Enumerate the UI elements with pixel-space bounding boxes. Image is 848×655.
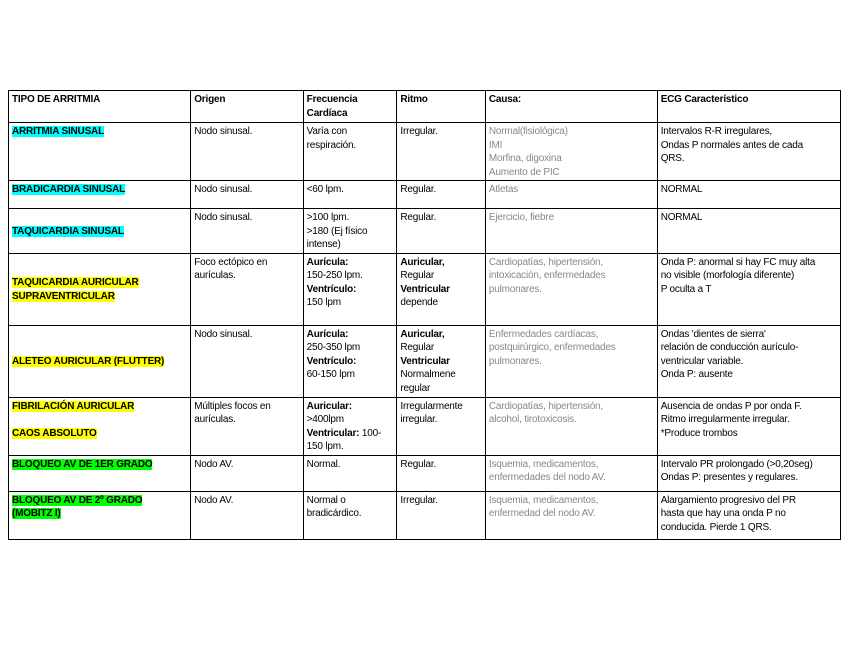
- table-row: [9, 253, 841, 325]
- cell-frecuencia: [303, 325, 397, 397]
- cell-text: Regular.: [400, 212, 437, 223]
- cell-text: ventricular variable.: [660, 355, 744, 367]
- cell-text: Isquemia, medicamentos,: [488, 458, 599, 470]
- header-origen: Origen: [191, 91, 303, 123]
- cell-text: enfermedades del nodo AV.: [488, 472, 606, 483]
- cell-text: Ejercicio, fiebre: [488, 212, 554, 223]
- cell-text: Foco ectópico en: [194, 256, 268, 268]
- cell-label: Aurícula:: [306, 256, 349, 268]
- cell-text: Regular: [400, 342, 434, 353]
- cell-text: Intervalo PR prolongado (>0,20seg): [660, 458, 813, 470]
- cell-tipo: [9, 209, 191, 254]
- arrhythmia-name: BLOQUEO AV DE 2º GRADO: [12, 494, 143, 506]
- cell-text: Nodo AV.: [194, 494, 234, 506]
- cell-ritmo: [397, 181, 486, 209]
- cell-ecg: [657, 181, 840, 209]
- cell-frecuencia: [303, 123, 397, 181]
- cell-text: Onda P: anormal si hay FC muy alta: [660, 256, 816, 268]
- cell-text: regular: [400, 382, 431, 394]
- arrhythmia-name: (MOBITZ I): [12, 508, 61, 519]
- cell-causa: [485, 181, 657, 209]
- cell-label: Ventrículo:: [306, 355, 357, 367]
- cell-ritmo: [397, 491, 486, 539]
- arrhythmia-table: [8, 90, 841, 540]
- cell-ecg: [657, 253, 840, 325]
- cell-text: intense): [306, 239, 341, 250]
- cell-text: aurículas.: [194, 270, 236, 281]
- cell-text: Ondas P normales antes de cada: [660, 139, 803, 151]
- cell-origen: [191, 253, 303, 325]
- cell-origen: [191, 491, 303, 539]
- cell-text: Normal.: [306, 458, 341, 470]
- cell-causa: [485, 325, 657, 397]
- cell-ritmo: [397, 253, 486, 325]
- cell-text: *Produce trombos: [660, 427, 738, 439]
- cell-text: Ondas P: presentes y regulares.: [660, 472, 798, 483]
- cell-text: Múltiples focos en: [194, 400, 271, 412]
- cell-frecuencia: [303, 455, 397, 491]
- cell-text: >400lpm: [306, 414, 344, 425]
- cell-text: conducida. Pierde 1 QRS.: [660, 521, 772, 533]
- cell-text: Irregular.: [400, 494, 438, 506]
- cell-ecg: [657, 397, 840, 455]
- cell-tipo: [9, 123, 191, 181]
- cell-text: >180 (Ej físico: [306, 225, 368, 237]
- cell-label: Ventricular: [400, 283, 450, 295]
- cell-label: Ventricular: [400, 355, 450, 367]
- cell-text: depende: [400, 297, 438, 308]
- cell-text: Ondas 'dientes de sierra': [660, 328, 766, 340]
- cell-text: Nodo sinusal.: [194, 126, 253, 137]
- cell-ecg: [657, 123, 840, 181]
- cell-tipo: [9, 455, 191, 491]
- cell-label: Auricular:: [306, 400, 352, 412]
- cell-text: Aumento de PIC: [488, 166, 560, 178]
- cell-text: >100 lpm.: [306, 212, 350, 223]
- cell-tipo: [9, 181, 191, 209]
- cell-origen: [191, 209, 303, 254]
- cell-text: 100-: [359, 427, 382, 439]
- cell-tipo: [9, 491, 191, 539]
- cell-text: irregular.: [400, 414, 438, 425]
- table-row: [9, 123, 841, 181]
- cell-spacer: [12, 413, 187, 427]
- cell-label: Auricular,: [400, 256, 445, 268]
- cell-text: P oculta a T: [660, 283, 712, 295]
- cell-frecuencia: [303, 491, 397, 539]
- arrhythmia-name: TAQUICARDIA AURICULAR: [12, 277, 139, 288]
- cell-label: Auricular,: [400, 328, 445, 340]
- cell-text: intoxicación, enfermedades: [488, 270, 606, 281]
- cell-text: Cardiopatías, hipertensión,: [488, 400, 603, 412]
- cell-causa: [485, 123, 657, 181]
- table-row: [9, 325, 841, 397]
- arrhythmia-name: BLOQUEO AV DE 1ER GRADO: [12, 458, 153, 470]
- cell-text: Intervalos R-R irregulares,: [660, 126, 772, 137]
- cell-text: enfermedad del nodo AV.: [488, 508, 596, 519]
- arrhythmia-name: ALETEO AURICULAR (FLUTTER): [12, 355, 165, 367]
- cell-label: Aurícula:: [306, 328, 349, 340]
- cell-tipo: [9, 325, 191, 397]
- cell-label: Ventricular:: [306, 427, 360, 439]
- arrhythmia-name: ARRITMIA SINUSAL: [12, 126, 104, 137]
- cell-text: Ritmo irregularmente irregular.: [660, 414, 790, 425]
- cell-text: pulmonares.: [488, 355, 542, 367]
- cell-text: hasta que hay una onda P no: [660, 508, 786, 519]
- cell-text: no visible (morfología diferente): [660, 270, 795, 281]
- cell-tipo: [9, 397, 191, 455]
- cell-ritmo: [397, 209, 486, 254]
- table-row: [9, 397, 841, 455]
- cell-ecg: [657, 209, 840, 254]
- cell-text: Normal o: [306, 494, 346, 506]
- header-frecuencia: [303, 91, 397, 123]
- cell-text: 150-250 lpm.: [306, 270, 363, 281]
- cell-text: QRS.: [660, 153, 685, 164]
- table-row: [9, 181, 841, 209]
- cell-text: Onda P: ausente: [660, 369, 733, 380]
- header-ecg: ECG Característico: [657, 91, 840, 123]
- arrhythmia-name: TAQUICARDIA SINUSAL: [12, 225, 124, 237]
- header-ritmo: Ritmo: [397, 91, 486, 123]
- cell-origen: [191, 181, 303, 209]
- cell-frecuencia: [303, 397, 397, 455]
- cell-frecuencia: [303, 209, 397, 254]
- arrhythmia-name: BRADICARDIA SINUSAL: [12, 184, 126, 195]
- cell-ritmo: [397, 325, 486, 397]
- cell-causa: [485, 253, 657, 325]
- cell-text: Normal(fisiológica): [488, 126, 568, 137]
- arrhythmia-name: FIBRILACIÓN AURICULAR: [12, 400, 135, 412]
- cell-text: Nodo sinusal.: [194, 328, 253, 340]
- cell-text: postquirúrgico, enfermedades: [488, 342, 616, 353]
- cell-text: 250-350 lpm: [306, 342, 361, 353]
- cell-causa: [485, 397, 657, 455]
- cell-text: Alargamiento progresivo del PR: [660, 494, 796, 506]
- cell-text: Ausencia de ondas P por onda F.: [660, 400, 802, 412]
- cell-causa: [485, 209, 657, 254]
- table-row: [9, 455, 841, 491]
- cell-text: Atletas: [488, 184, 519, 195]
- cell-causa: [485, 491, 657, 539]
- cell-origen: [191, 455, 303, 491]
- cell-frecuencia: [303, 253, 397, 325]
- header-causa: Causa:: [485, 91, 657, 123]
- cell-text: Irregular.: [400, 126, 438, 137]
- cell-ritmo: [397, 123, 486, 181]
- cell-text: Enfermedades cardíacas,: [488, 328, 599, 340]
- cell-text: Isquemia, medicamentos,: [488, 494, 599, 506]
- cell-text: Nodo sinusal.: [194, 184, 253, 195]
- cell-text: Morfina, digoxina: [488, 153, 562, 164]
- cell-text: aurículas.: [194, 414, 236, 425]
- cell-text: Regular: [400, 270, 434, 281]
- cell-text: Regular.: [400, 184, 437, 195]
- cell-origen: [191, 397, 303, 455]
- cell-text: 60-150 lpm: [306, 369, 355, 380]
- arrhythmia-name: CAOS ABSOLUTO: [12, 427, 97, 439]
- header-frecuencia-line-2: Cardíaca: [306, 107, 348, 119]
- header-frecuencia-line-1: Frecuencia: [306, 94, 358, 105]
- cell-text: alcohol, tirotoxicosis.: [488, 414, 577, 425]
- cell-text: 150 lpm: [306, 297, 341, 308]
- arrhythmia-name: SUPRAVENTRICULAR: [12, 290, 115, 302]
- cell-text: pulmonares.: [488, 283, 542, 295]
- cell-tipo: [9, 253, 191, 325]
- header-tipo: TIPO DE ARRITMIA: [9, 91, 191, 123]
- cell-text: Cardiopatías, hipertensión,: [488, 256, 603, 268]
- cell-origen: [191, 123, 303, 181]
- cell-text: Varía con: [306, 126, 347, 137]
- cell-ritmo: [397, 397, 486, 455]
- cell-text: Irregularmente: [400, 400, 463, 412]
- cell-causa: [485, 455, 657, 491]
- cell-text: relación de conducción aurículo-: [660, 342, 799, 353]
- cell-frecuencia: [303, 181, 397, 209]
- cell-text: <60 lpm.: [306, 184, 344, 195]
- cell-text: NORMAL: [660, 212, 703, 223]
- cell-text: Nodo AV.: [194, 458, 234, 470]
- cell-ecg: [657, 491, 840, 539]
- cell-origen: [191, 325, 303, 397]
- cell-text: respiración.: [306, 139, 356, 151]
- cell-text: Nodo sinusal.: [194, 212, 253, 223]
- cell-text: IMI: [488, 139, 503, 151]
- cell-text: Normalmene: [400, 369, 456, 380]
- cell-text: Regular.: [400, 458, 437, 470]
- cell-ritmo: [397, 455, 486, 491]
- table-row: [9, 491, 841, 539]
- cell-text: NORMAL: [660, 184, 703, 195]
- cell-text: bradicárdico.: [306, 508, 362, 519]
- table-row: [9, 209, 841, 254]
- cell-text: 150 lpm.: [306, 441, 344, 452]
- table-header-row: [9, 91, 841, 123]
- cell-label: Ventrículo:: [306, 283, 357, 295]
- cell-ecg: [657, 455, 840, 491]
- cell-ecg: [657, 325, 840, 397]
